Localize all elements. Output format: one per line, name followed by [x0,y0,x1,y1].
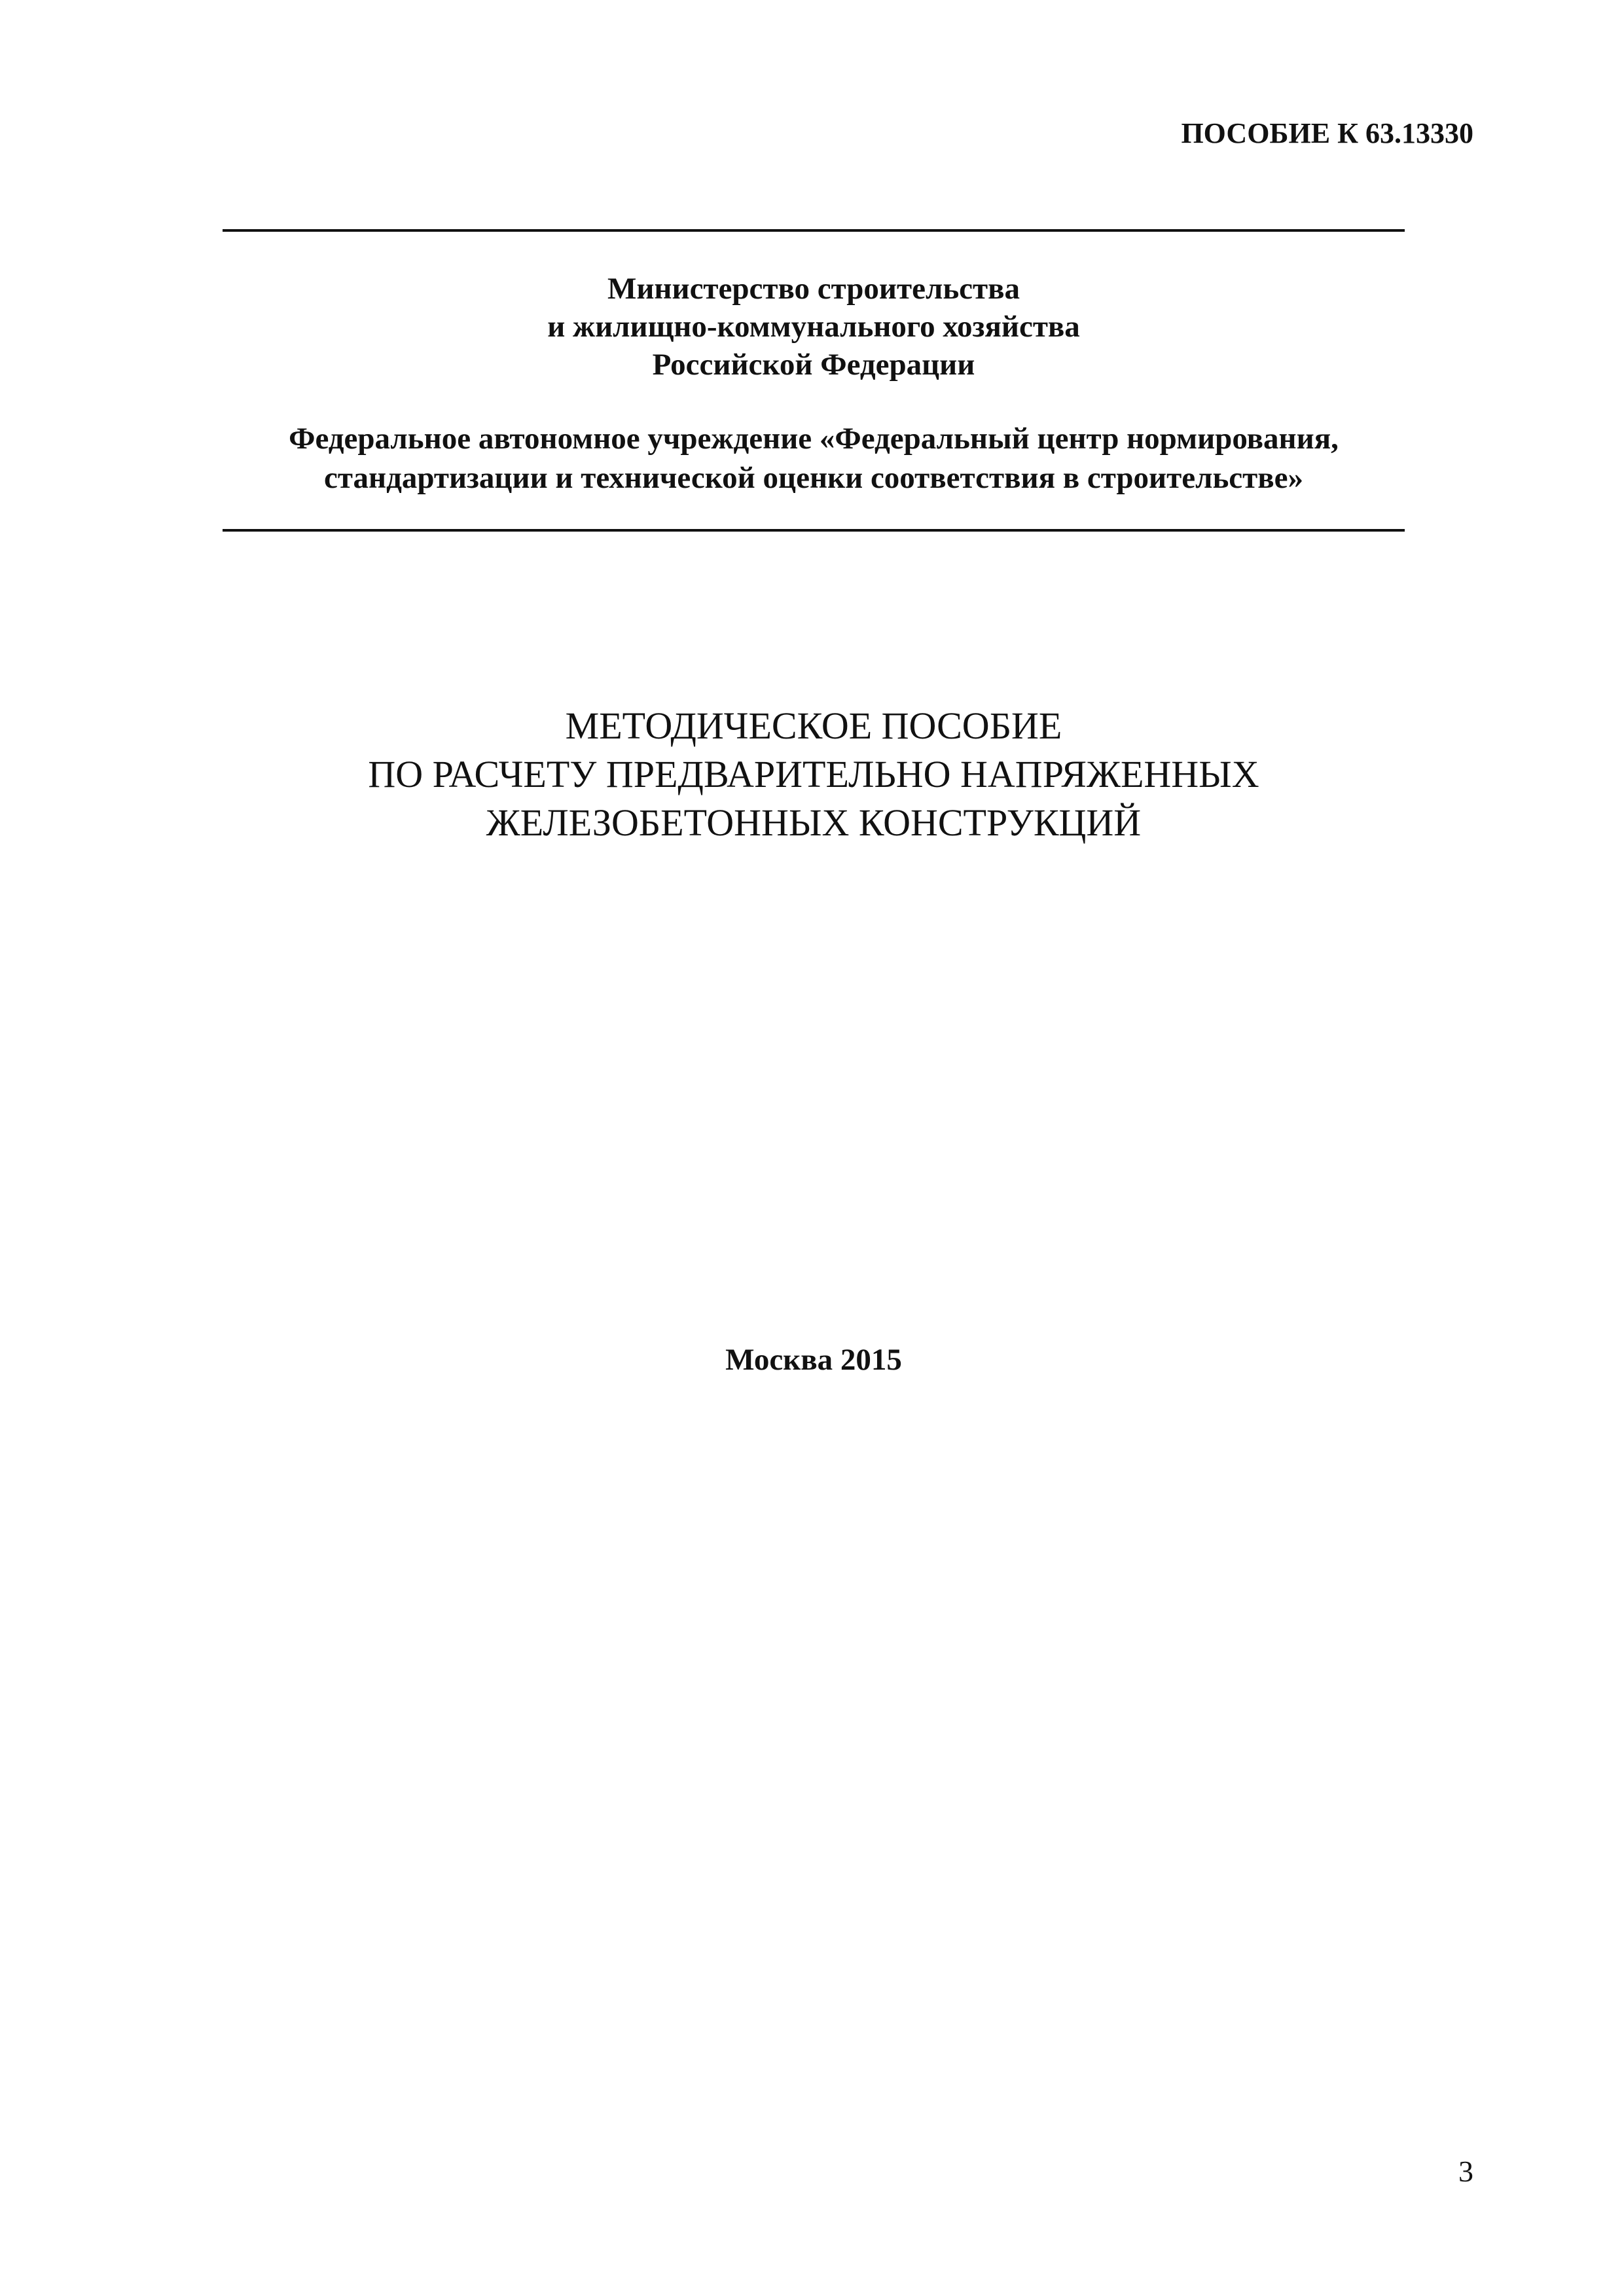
title-line-1: МЕТОДИЧЕСКОЕ ПОСОБИЕ [565,704,1062,747]
bottom-divider [223,529,1405,532]
institution-name [223,419,1405,498]
title-line-3: ЖЕЛЕЗОБЕТОННЫХ КОНСТРУКЦИЙ [486,801,1142,844]
top-divider [223,229,1405,232]
ministry-line-1: Министерство строительства [607,272,1020,306]
title-line-2: ПО РАСЧЕТУ ПРЕДВАРИТЕЛЬНО НАПРЯЖЕННЫХ [368,753,1259,795]
place-and-year: Москва 2015 [725,1343,902,1377]
ministry-line-2: и жилищно-коммунального хозяйства [547,310,1080,344]
document-title [223,702,1405,847]
page-number: 3 [1458,2155,1473,2188]
ministry-name [223,270,1405,384]
institution-line-1: Федеральное автономное учреждение «Федеральный центр нормирования, [289,422,1339,456]
institution-line-2: стандартизации и технической оценки соответствия в строительстве» [323,461,1303,495]
document-code: ПОСОБИЕ К 63.13330 [1181,117,1473,149]
ministry-line-3: Российской Федерации [652,348,975,382]
